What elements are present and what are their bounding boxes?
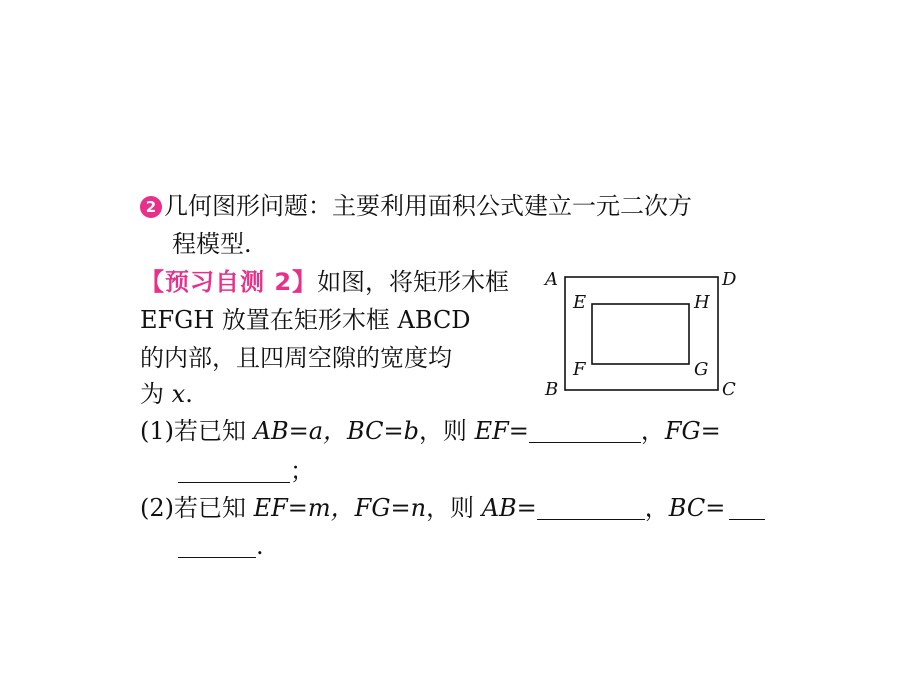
rectangle-frames-figure <box>540 262 750 402</box>
exercise-line-4 <box>140 378 193 410</box>
answer-blank-bc[interactable] <box>178 535 256 558</box>
exercise-line-2: EFGH 放置在矩形木框 ABCD <box>140 306 471 334</box>
answer-blank-bc-start[interactable] <box>729 497 765 520</box>
label-H: H <box>694 292 710 313</box>
variable-x: x <box>171 380 186 408</box>
label-G: G <box>694 359 709 380</box>
exercise-line-1-text: 如图，将矩形木框 <box>317 268 510 296</box>
question-1-given: AB=a，BC=b <box>253 417 419 445</box>
question-2-prefix: (2)若已知 <box>140 494 254 522</box>
exercise-line-3: 的内部，且四周空隙的宽度均 <box>140 344 452 372</box>
question-2 <box>140 492 765 524</box>
question-2-end: . <box>256 532 264 560</box>
label-A: A <box>545 269 558 290</box>
exercise-tag: 【预习自测 2】 <box>140 268 318 296</box>
exercise-line-1 <box>140 266 509 298</box>
question-2-mid: ，则 <box>426 494 482 522</box>
label-E: E <box>573 292 587 313</box>
question-2-continued <box>178 530 264 562</box>
question-2-given: EF=m，FG=n <box>253 494 427 522</box>
question-1-prefix: (1)若已知 <box>140 417 254 445</box>
question-1-mid: ，则 <box>418 417 475 445</box>
section-heading <box>140 190 692 222</box>
inner-rectangle-efgh <box>592 304 689 364</box>
section-heading-text: 几何图形问题：主要利用面积公式建立一元二次方 <box>164 192 692 220</box>
exercise-line-4-prefix: 为 <box>140 380 172 408</box>
exercise-line-4-suffix: . <box>185 380 193 408</box>
section-number-badge: 2 <box>140 196 162 218</box>
section-heading-continued: 程模型. <box>172 230 252 258</box>
question-1 <box>140 415 721 447</box>
label-F: F <box>573 359 586 380</box>
question-1-fg-label: FG= <box>664 417 721 445</box>
label-B: B <box>545 379 559 400</box>
question-1-ef-label: EF= <box>474 417 529 445</box>
question-2-ab-label: AB= <box>481 494 537 522</box>
question-2-separator: ， <box>644 494 669 522</box>
question-1-continued <box>178 455 314 487</box>
question-1-end: ； <box>290 457 314 485</box>
answer-blank-fg[interactable] <box>178 460 290 483</box>
answer-blank-ab[interactable] <box>537 497 645 520</box>
answer-blank-ef[interactable] <box>529 420 641 443</box>
label-C: C <box>722 379 736 400</box>
label-D: D <box>722 269 737 290</box>
question-2-bc-label: BC= <box>668 494 726 522</box>
question-1-separator: ， <box>640 417 665 445</box>
